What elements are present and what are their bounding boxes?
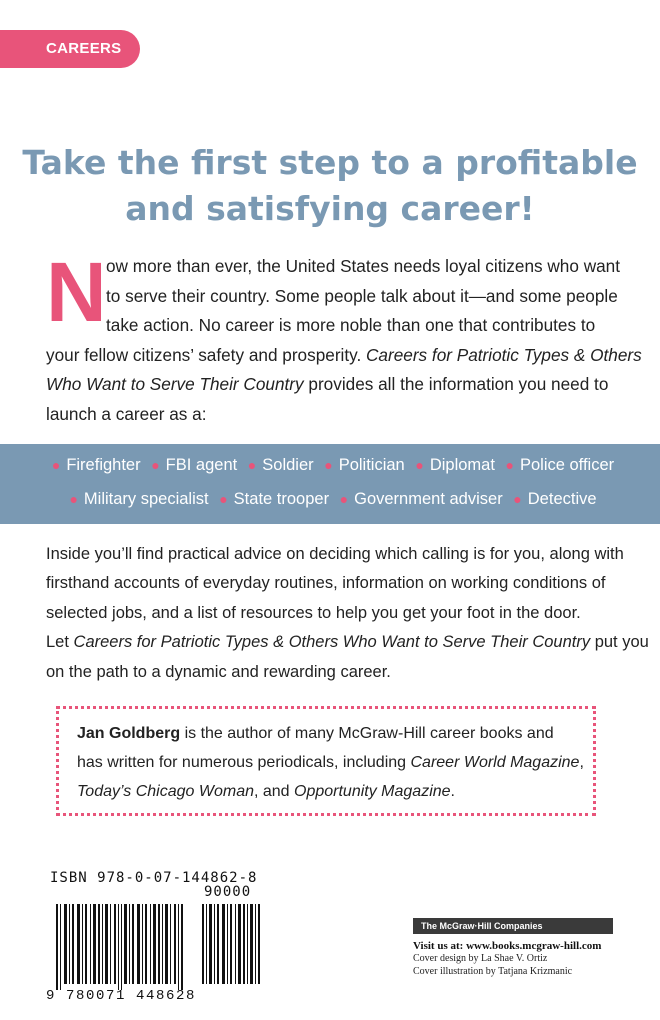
cover-design-credit: Cover design by La Shae V. Ortiz [413,953,548,964]
career-item: Police officer [519,456,615,474]
price-addon-number: 90000 [204,884,252,900]
body-line-2: firsthand accounts of everyday routines, information on working conditions of [46,574,606,593]
intro-line-4: your fellow citizens’ safety and prosperity. Careers for Patriotic Types & Others [46,344,642,365]
body-line-1: Inside you’ll find practical advice on deciding which calling is for you, along with [46,545,624,563]
bullet-icon: ● [51,457,61,473]
bullet-icon: ● [151,457,160,473]
bullet-icon: ● [324,457,333,473]
body-line-3: selected jobs, and a list of resources to help you get your foot in the door. [46,603,581,622]
body-line-4: Let Careers for Patriotic Types & Others Who Want to Serve Their Country put you [46,633,649,652]
headline-line-1: Take the first step to a profitable [22,143,638,182]
isbn-barcode [46,870,258,1004]
career-item: Soldier [262,456,314,474]
intro-line-3: take action. No career is more noble than one that contributes to [106,315,596,336]
careers-row-1 [0,456,660,475]
career-item: State trooper [233,490,330,508]
bullet-icon: ● [513,491,522,507]
bullet-icon: ● [69,491,78,507]
publisher-info [413,918,613,978]
career-item: Detective [527,490,597,508]
bio-line-3: Today’s Chicago Woman, and Opportunity Magazine. [77,783,455,800]
careers-band [0,444,660,524]
bullet-icon: ● [247,457,257,473]
bio-line-1: Jan Goldberg is the author of many McGraw-Hill career books and [77,725,554,742]
career-item: Politician [338,456,405,474]
career-item: Military specialist [83,490,209,508]
intro-paragraph [46,245,642,430]
intro-line-1: ow more than ever, the United States needs loyal citizens who want [106,256,620,276]
publisher-website: Visit us at: www.books.mcgraw-hill.com [413,940,602,952]
author-name: Jan Goldberg [77,725,181,742]
career-item: FBI agent [165,456,238,474]
headline-line-2: and satisfying career! [125,189,535,228]
bullet-icon: ● [219,491,228,507]
barcode-digits: 9 780071 448628 [46,988,197,1004]
intro-line-2: to serve their country. Some people talk about it—and some people [106,285,618,306]
bio-line-2: has written for numerous periodicals, including Career World Magazine, [77,754,584,771]
cover-illustration-credit: Cover illustration by Tatjana Krizmanic [413,966,573,977]
career-item: Government adviser [354,490,503,508]
career-item: Diplomat [429,456,495,474]
drop-cap: N [46,245,107,339]
headline [0,140,660,232]
body-paragraph [46,540,649,687]
bullet-icon: ● [505,457,514,473]
category-tag: CAREERS [0,30,140,68]
career-item: Firefighter [66,456,141,474]
author-bio-box [56,706,596,816]
isbn-number: ISBN 978-0-07-144862-8 [50,870,258,886]
publisher-logo-bar: The McGraw·Hill Companies [413,918,613,934]
intro-line-5: Who Want to Serve Their Country provides all the information you need to [46,374,609,395]
careers-row-2 [0,490,660,509]
intro-line-6: launch a career as a: [46,403,207,424]
bullet-icon: ● [415,457,424,473]
body-line-5: on the path to a dynamic and rewarding career. [46,662,391,681]
bullet-icon: ● [339,491,349,507]
